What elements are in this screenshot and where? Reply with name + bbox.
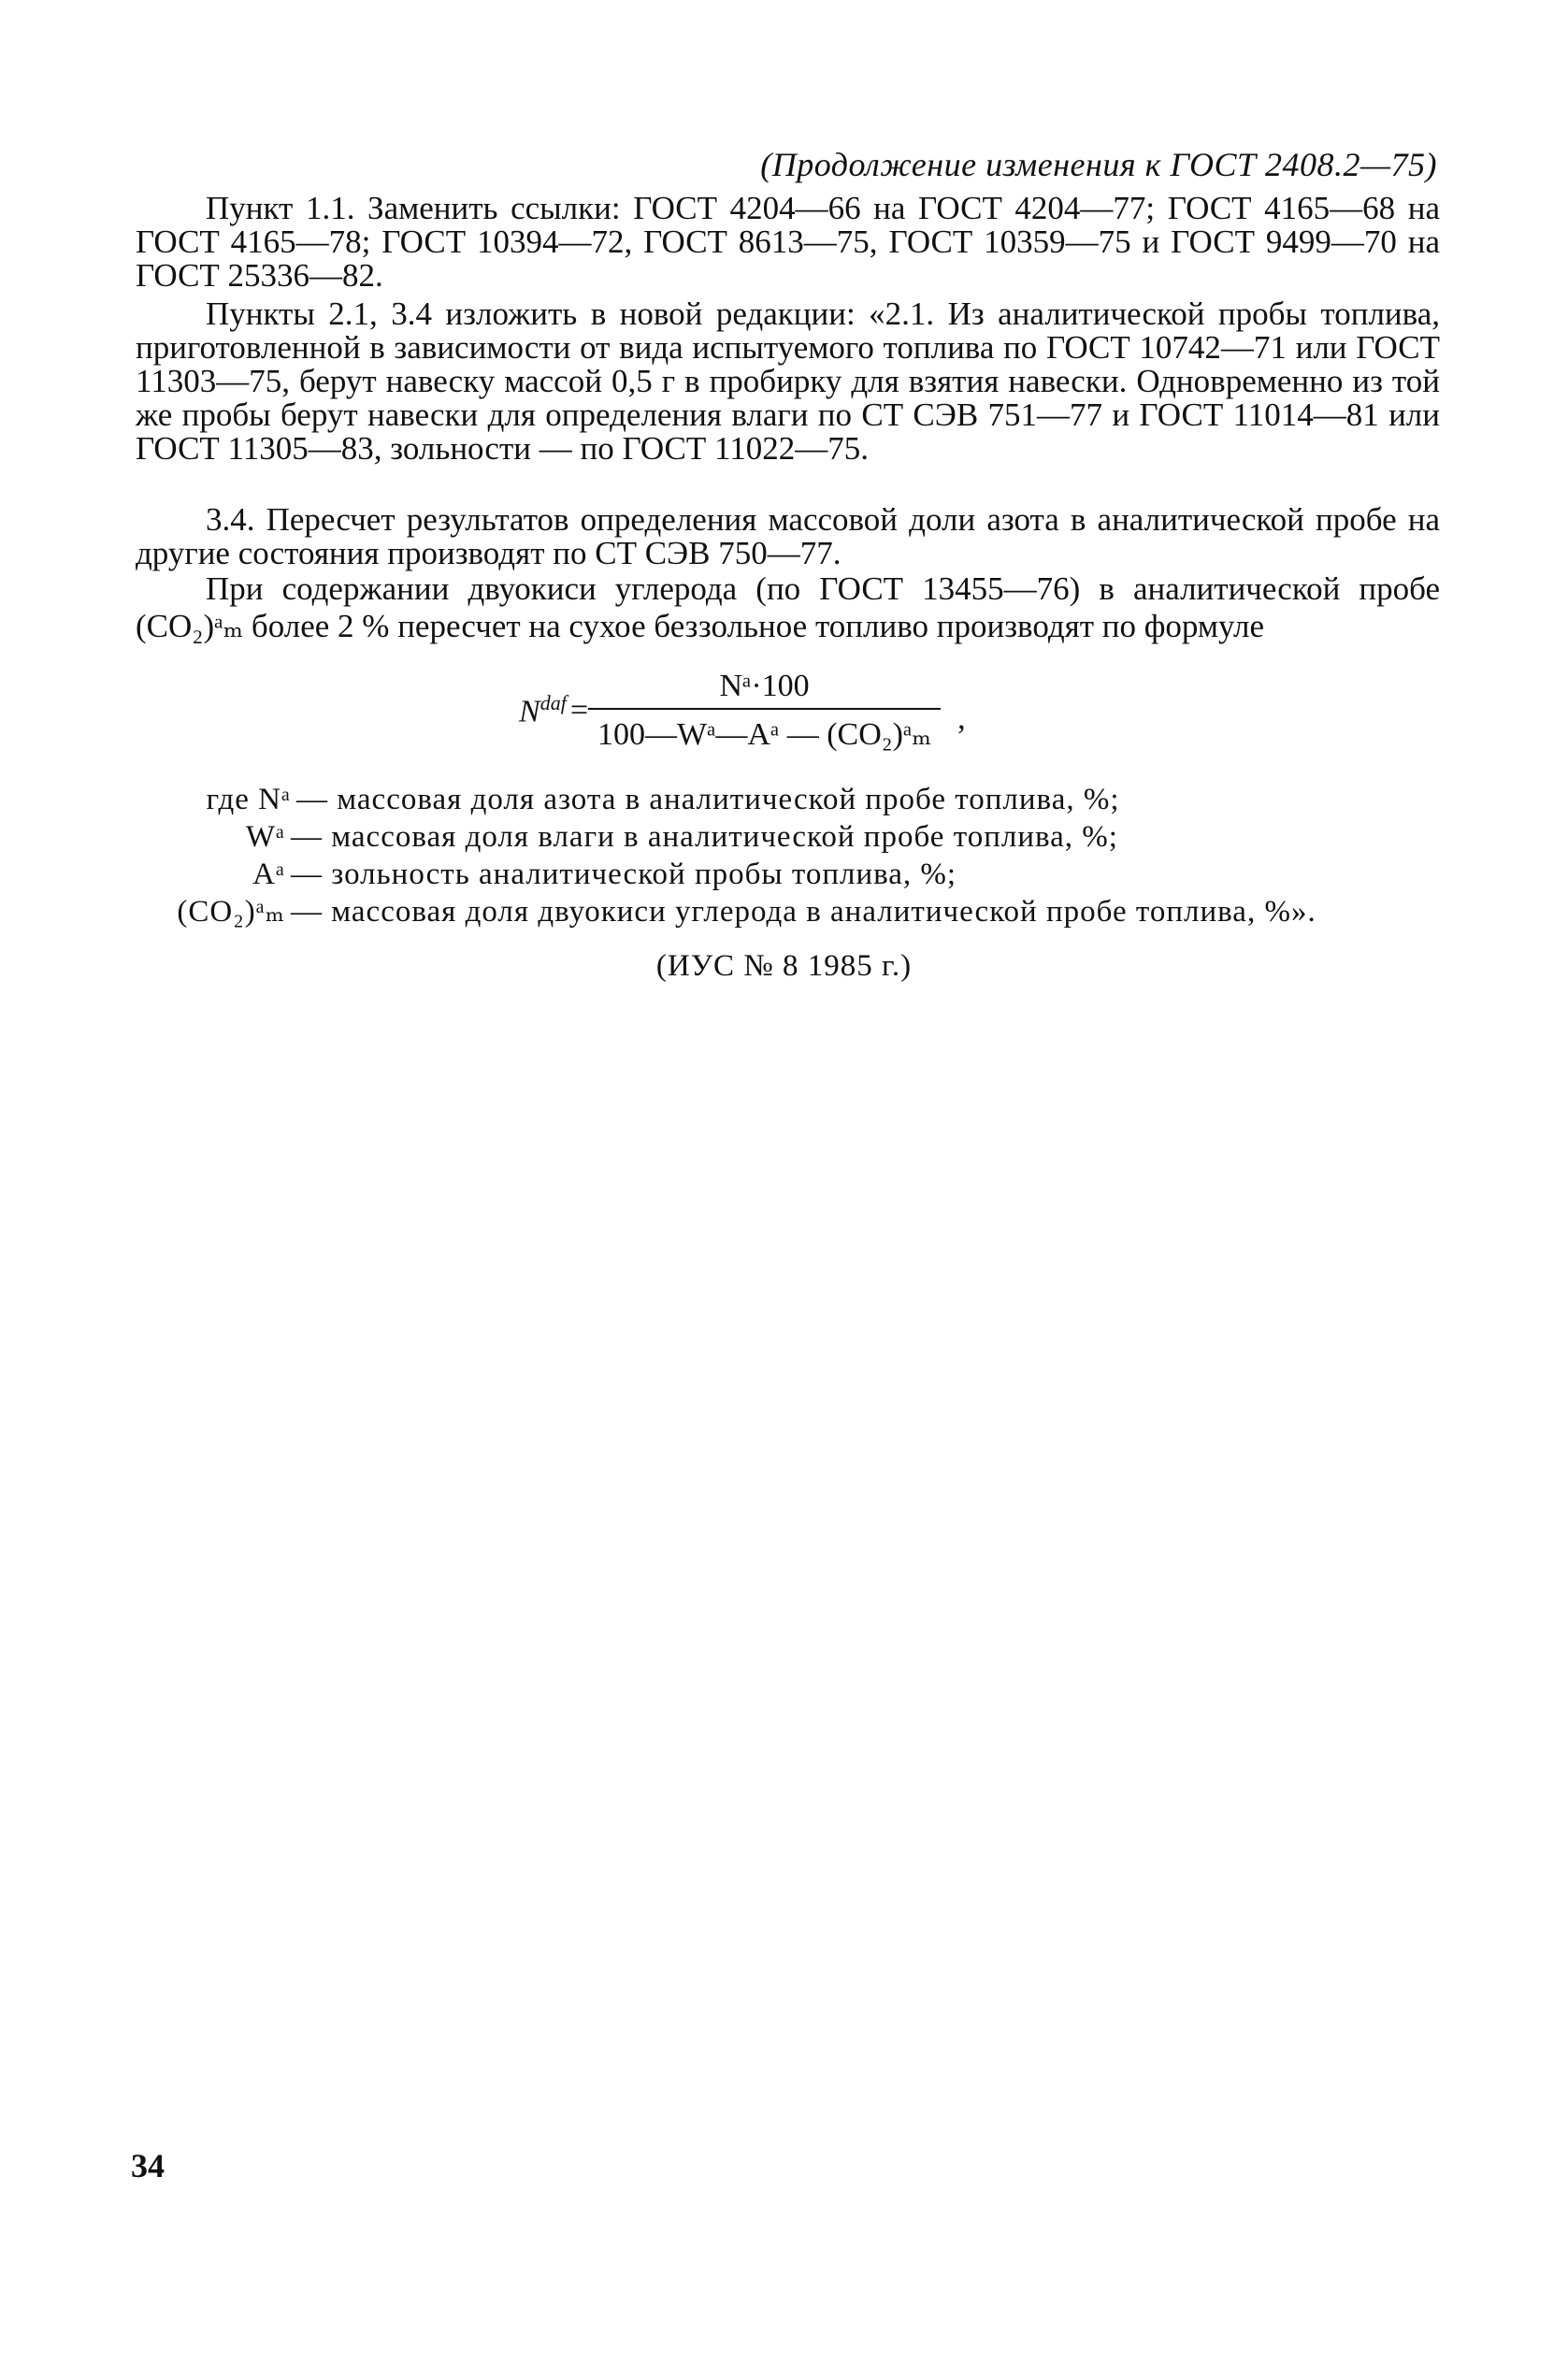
page-number: 34 bbox=[131, 2147, 165, 2184]
formula-lhs: $N^{daf}$ bbox=[519, 691, 567, 729]
paragraph-3 bbox=[136, 503, 1440, 570]
paragraph-2-text: Пункты 2.1, 3.4 изложить в новой редакции: «2.1. Из аналитической пробы топлива, приготовленной в зависимости от вида испытуемого топлива по ГОСТ 10742—71 или ГОСТ 11303—75, берут навеску массой 0,5 г в пробирку для взятия навески. Одновременно из той же пробы берут навески для определения влаги по СТ СЭВ 751—77 и ГОСТ 11014—81 или ГОСТ 11305—83, зольности — по ГОСТ 11022—75. bbox=[136, 296, 1440, 467]
running-header: (Продолжение изменения к ГОСТ 2408.2—75) bbox=[760, 146, 1437, 183]
definition-symbol: Aᵃ bbox=[252, 858, 285, 891]
formula-denominator: 100—Wᵃ—Aᵃ — (CO₂)ᵃₘ bbox=[588, 708, 941, 753]
definition-text: — массовая доля азота в аналитической пробе топлива, %; bbox=[296, 783, 1120, 816]
paragraph-1 bbox=[136, 192, 1440, 293]
definition-text: — массовая доля влаги в аналитической пробе топлива, %; bbox=[291, 820, 1118, 854]
definition-text: — зольность аналитической пробы топлива, %; bbox=[291, 858, 957, 891]
paragraph-4-text: При содержании двуокиси углерода (по ГОСТ 13455—76) в аналитической пробе (CO₂)ᵃₘ более 2 % пересчет на сухое беззольное топливо производят по формуле bbox=[136, 570, 1440, 644]
formula-equals: = bbox=[569, 693, 588, 728]
definition-symbol: (CO₂)ᵃₘ bbox=[177, 895, 285, 929]
definition-symbol: Wᵃ bbox=[245, 820, 285, 854]
paragraph-2 bbox=[136, 297, 1440, 466]
formula-numerator: Nᵃ·100 bbox=[719, 669, 810, 703]
definition-row bbox=[136, 856, 1445, 893]
paragraph-3-text: 3.4. Пересчет результатов определения массовой доли азота в аналитической пробе на другие состояния производят по СТ СЭВ 750—77. bbox=[136, 501, 1440, 571]
formula-trail: , bbox=[957, 701, 966, 736]
paragraph-4 bbox=[136, 570, 1440, 645]
definition-text: — массовая доля двуокиси углерода в аналитической пробе топлива, %». bbox=[291, 895, 1316, 929]
formula bbox=[519, 669, 966, 753]
variable-definitions bbox=[136, 781, 1445, 930]
source-reference: (ИУС № 8 1985 г.) bbox=[655, 949, 913, 983]
definition-row bbox=[136, 781, 1445, 818]
formula-fraction bbox=[588, 669, 941, 753]
definition-row bbox=[136, 818, 1445, 856]
definition-row bbox=[136, 893, 1445, 930]
paragraph-1-text: Пункт 1.1. Заменить ссылки: ГОСТ 4204—66 на ГОСТ 4204—77; ГОСТ 4165—68 на ГОСТ 4165—78; ГОСТ 10394—72, ГОСТ 8613—75, ГОСТ 10359—75 и ГОСТ 9499—70 на ГОСТ 25336—82. bbox=[136, 190, 1440, 294]
definition-symbol: где Nᵃ bbox=[206, 783, 291, 816]
